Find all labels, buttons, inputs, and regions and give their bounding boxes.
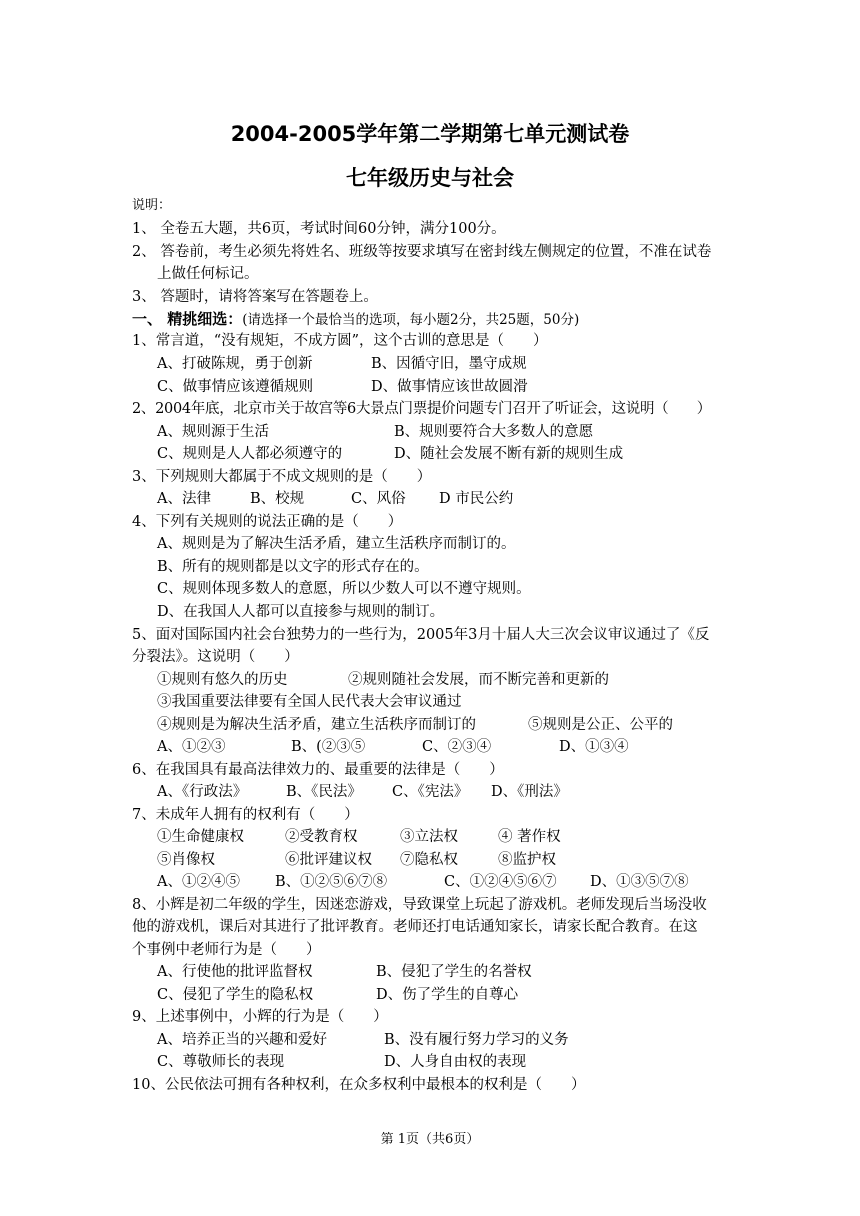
- note-1: 1、 全卷五大题，共6页，考试时间60分钟，满分100分。: [132, 221, 506, 237]
- q2-option-c: C、规则是人人都必须遵守的: [157, 446, 343, 462]
- q6-option-d: D、《刑法》: [491, 784, 568, 800]
- q8-option-a: A、行使他的批评监督权: [157, 964, 313, 980]
- section1-instruction: (请选择一个最恰当的选项，每小题2分，共25题，50分): [242, 312, 580, 328]
- q1-option-d: D、做事情应该世故圆滑: [371, 379, 528, 395]
- q4-option-a: A、规则是为了解决生活矛盾，建立生活秩序而制订的。: [157, 536, 516, 552]
- page-footer: 第 1页（共6页）: [380, 1132, 480, 1147]
- section1-title: 一、 精挑细选：: [132, 310, 243, 328]
- q1-stem: 1、常言道，“没有规矩，不成方圆”，这个古训的意思是（ ）: [132, 333, 548, 349]
- q5-item-2: ②规则随社会发展，而不断完善和更新的: [348, 672, 609, 688]
- notes-label: 说明：: [132, 198, 172, 213]
- q9-option-b: B、没有履行努力学习的义务: [384, 1032, 569, 1048]
- q7-option-c: C、①②④⑤⑥⑦: [444, 874, 557, 890]
- q3-option-b: B、校规: [250, 491, 305, 507]
- q3-option-d: D 市民公约: [439, 491, 514, 507]
- q6-stem: 6、在我国具有最高法律效力的、最重要的法律是（ ）: [132, 762, 504, 778]
- q5-stem-line2: 分裂法》。这说明（ ）: [132, 649, 299, 665]
- q6-option-a: A、《行政法》: [157, 784, 248, 800]
- q4-option-d: D、在我国人人都可以直接参与规则的制订。: [157, 604, 445, 620]
- q5-option-b: B、(②③⑤: [291, 739, 366, 755]
- q2-stem: 2、2004年底，北京市关于故宫等6大景点门票提价问题专门召开了听证会，这说明（ ）: [132, 401, 711, 417]
- q4-option-c: C、规则体现多数人的意愿，所以少数人可以不遵守规则。: [157, 581, 531, 597]
- q5-item-4: ④规则是为解决生活矛盾，建立生活秩序而制订的: [157, 717, 476, 733]
- q7-option-b: B、①②⑤⑥⑦⑧: [275, 874, 388, 890]
- q6-option-b: B、《民法》: [286, 784, 362, 800]
- q7-right-3: ③立法权: [400, 829, 458, 845]
- q7-option-d: D、①③⑤⑦⑧: [590, 874, 689, 890]
- q6-option-c: C、《宪法》: [392, 784, 469, 800]
- q5-item-3: ③我国重要法律要有全国人民代表大会审议通过: [157, 694, 462, 710]
- q7-right-7: ⑦隐私权: [400, 852, 458, 868]
- q7-right-6: ⑥批评建议权: [285, 852, 372, 868]
- q3-option-a: A、法律: [157, 491, 211, 507]
- q7-right-2: ②受教育权: [285, 829, 358, 845]
- q8-option-d: D、伤了学生的自尊心: [376, 987, 519, 1003]
- q7-right-8: ⑧监护权: [498, 852, 556, 868]
- q9-option-d: D、人身自由权的表现: [384, 1054, 527, 1070]
- q7-right-1: ①生命健康权: [157, 829, 244, 845]
- q5-item-5: ⑤规则是公正、公平的: [528, 717, 673, 733]
- q5-option-a: A、①②③: [157, 739, 226, 755]
- note-2-cont: 上做任何标记。: [157, 266, 259, 282]
- q2-option-b: B、规则要符合大多数人的意愿: [394, 424, 594, 440]
- section1-heading: [132, 309, 579, 330]
- exam-subtitle: 七年级历史与社会: [346, 166, 514, 190]
- q8-stem-line1: 8、小辉是初二年级的学生，因迷恋游戏，导致课堂上玩起了游戏机。老师发现后当场没收: [132, 897, 707, 913]
- exam-title: 2004-2005学年第二学期第七单元测试卷: [230, 122, 630, 146]
- q9-stem: 9、上述事例中，小辉的行为是（ ）: [132, 1009, 388, 1025]
- q5-item-1: ①规则有悠久的历史: [157, 672, 288, 688]
- q5-stem-line1: 5、面对国际国内社会台独势力的一些行为，2005年3月十届人大三次会议审议通过了《反: [132, 627, 710, 643]
- q8-stem-line2: 他的游戏机，课后对其进行了批评教育。老师还打电话通知家长，请家长配合教育。在这: [132, 919, 698, 935]
- note-3: 3、 答题时，请将答案写在答题卷上。: [132, 289, 378, 305]
- q10-stem: 10、公民依法可拥有各种权利，在众多权利中最根本的权利是（ ）: [132, 1077, 586, 1093]
- q1-option-a: A、打破陈规，勇于创新: [157, 356, 313, 372]
- q2-option-d: D、随社会发展不断有新的规则生成: [394, 446, 624, 462]
- q5-option-c: C、②③④: [422, 739, 492, 755]
- q7-stem: 7、未成年人拥有的权利有（ ）: [132, 807, 359, 823]
- q3-option-c: C、风俗: [351, 491, 406, 507]
- q5-option-d: D、①③④: [559, 739, 629, 755]
- note-2: 2、 答卷前，考生必须先将姓名、班级等按要求填写在密封线左侧规定的位置，不准在试卷: [132, 244, 712, 260]
- q9-option-a: A、培养正当的兴趣和爱好: [157, 1032, 327, 1048]
- q2-option-a: A、规则源于生活: [157, 424, 269, 440]
- q9-option-c: C、尊敬师长的表现: [157, 1054, 285, 1070]
- q4-stem: 4、下列有关规则的说法正确的是（ ）: [132, 514, 403, 530]
- q4-option-b: B、所有的规则都是以文字的形式存在的。: [157, 559, 429, 575]
- q3-stem: 3、下列规则大都属于不成文规则的是（ ）: [132, 469, 432, 485]
- q1-option-b: B、因循守旧，墨守成规: [371, 356, 527, 372]
- q7-right-4: ④ 著作权: [498, 829, 561, 845]
- q1-option-c: C、做事情应该遵循规则: [157, 379, 314, 395]
- q7-right-5: ⑤肖像权: [157, 852, 215, 868]
- q8-option-c: C、侵犯了学生的隐私权: [157, 987, 314, 1003]
- q7-option-a: A、①②④⑤: [157, 874, 240, 890]
- q8-option-b: B、侵犯了学生的名誉权: [376, 964, 532, 980]
- q8-stem-line3: 个事例中老师行为是（ ）: [132, 942, 321, 958]
